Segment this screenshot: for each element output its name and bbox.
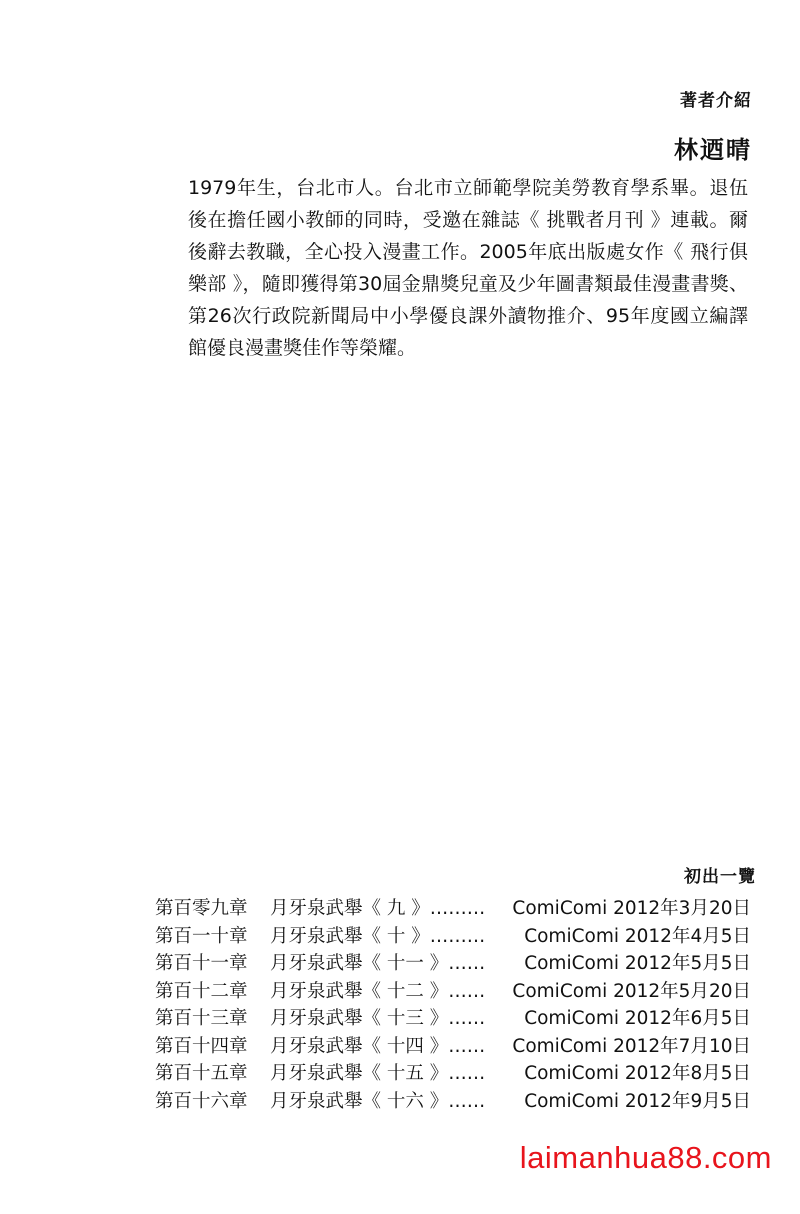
chapter-row — [155, 1059, 751, 1087]
first-appearance-heading: 初出一覽 — [684, 867, 756, 887]
author-bio: 1979年生，台北市人。台北市立師範學院美勞教育學系畢。退伍後在擔任國小教師的同時，受邀在雜誌《 挑戰者月刊 》連載。爾後辭去教職，全心投入漫畫工作。2005年底出版處女作《 飛行俱樂部 》，隨即獲得第30屆金鼎獎兒童及少年圖書類最佳漫畫書獎、第26次行政院新聞局中小學優良課外讀物推介、95年度國立編譯館優良漫畫獎佳作等榮耀。 — [188, 177, 748, 359]
chapter-date: ComiComi 2012年7月10日 — [512, 1035, 751, 1057]
chapter-date: ComiComi 2012年4月5日 — [524, 925, 751, 947]
chapter-date: ComiComi 2012年3月20日 — [512, 898, 751, 919]
chapter-title: 月牙泉武舉《 十一 》…… — [270, 953, 486, 974]
chapter-number: 第百零九章 — [155, 898, 248, 919]
chapter-number: 第百一十章 — [155, 925, 248, 947]
chapter-title: 月牙泉武舉《 十 》……… — [270, 925, 486, 947]
chapter-number: 第百十四章 — [155, 1035, 248, 1057]
chapter-number: 第百十一章 — [155, 953, 248, 974]
chapter-row — [155, 894, 751, 922]
chapter-number: 第百十二章 — [155, 980, 248, 1002]
chapter-row — [155, 977, 751, 1005]
chapter-row — [155, 1087, 751, 1115]
chapter-number: 第百十六章 — [155, 1090, 248, 1112]
chapter-row — [155, 949, 751, 977]
chapter-date: ComiComi 2012年9月5日 — [524, 1090, 751, 1112]
chapter-number: 第百十五章 — [155, 1063, 248, 1084]
chapter-row — [155, 922, 751, 950]
site-watermark: laimanhua88.com — [519, 1140, 772, 1175]
chapter-title: 月牙泉武舉《 十三 》…… — [270, 1008, 486, 1029]
author-name: 林迺晴 — [674, 136, 752, 164]
chapter-title: 月牙泉武舉《 十二 》…… — [270, 980, 486, 1002]
author-section-heading: 著者介紹 — [680, 91, 752, 111]
chapter-row — [155, 1032, 751, 1060]
chapter-date: ComiComi 2012年5月20日 — [512, 980, 751, 1002]
chapter-date: ComiComi 2012年5月5日 — [524, 953, 751, 974]
chapter-row — [155, 1004, 751, 1032]
chapter-date: ComiComi 2012年6月5日 — [524, 1008, 751, 1029]
chapter-title: 月牙泉武舉《 十五 》…… — [270, 1063, 486, 1084]
chapter-number: 第百十三章 — [155, 1008, 248, 1029]
chapter-title: 月牙泉武舉《 九 》……… — [270, 898, 486, 919]
chapter-date: ComiComi 2012年8月5日 — [524, 1063, 751, 1084]
chapter-list — [155, 894, 751, 1114]
chapter-title: 月牙泉武舉《 十四 》…… — [270, 1035, 486, 1057]
chapter-title: 月牙泉武舉《 十六 》…… — [270, 1090, 486, 1112]
